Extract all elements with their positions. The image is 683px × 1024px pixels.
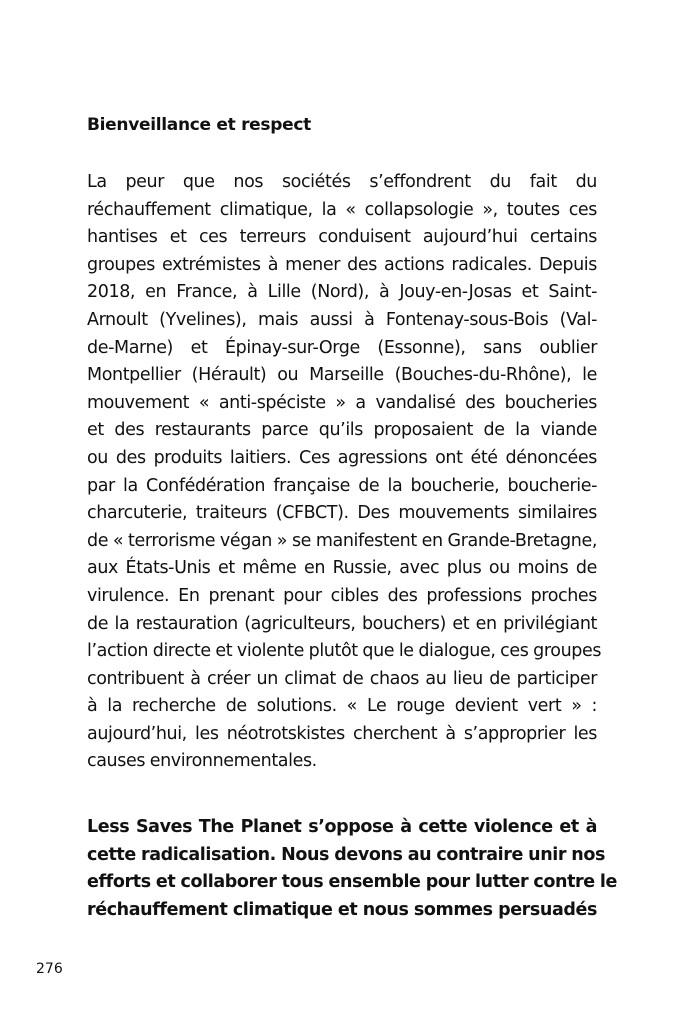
text-line: à la recherche de solutions. « Le rouge devient vert » : xyxy=(87,696,597,717)
body-paragraph xyxy=(87,169,602,776)
text-line: de « terrorisme végan » se manifestent en Grande-Bretagne, xyxy=(87,530,597,551)
text-line: virulence. En prenant pour cibles des professions proches xyxy=(87,585,597,606)
text-line: et des restaurants parce qu’ils proposaient de la viande xyxy=(87,420,597,441)
text-line: par la Confédération française de la boucherie, boucherie- xyxy=(87,475,597,496)
text-line: causes environnementales. xyxy=(87,751,317,772)
page-number: 276 xyxy=(36,961,63,977)
bold-paragraph xyxy=(87,814,618,924)
text-line: cette radicalisation. Nous devons au contraire unir nos xyxy=(87,844,605,865)
text-line: de la restauration (agriculteurs, bouchers) et en privilégiant xyxy=(87,613,597,634)
section-heading: Bienveillance et respect xyxy=(87,115,311,135)
text-line: hantises et ces terreurs conduisent aujourd’hui certains xyxy=(87,227,597,248)
text-line: réchauffement climatique, la « collapsologie », toutes ces xyxy=(87,199,597,220)
text-line: Less Saves The Planet s’oppose à cette violence et à xyxy=(87,817,597,837)
text-line: efforts et collaborer tous ensemble pour lutter contre le xyxy=(87,872,618,893)
text-line: ou des produits laitiers. Ces agressions ont été dénoncées xyxy=(87,447,597,468)
text-line: 2018, en France, à Lille (Nord), à Jouy-en-Josas et Saint- xyxy=(87,282,597,303)
text-line: de-Marne) et Épinay-sur-Orge (Essonne), sans oublier xyxy=(87,337,597,358)
text-line: La peur que nos sociétés s’effondrent du fait du xyxy=(87,172,597,192)
text-line: l’action directe et violente plutôt que le dialogue, ces groupes xyxy=(87,641,602,662)
text-line: groupes extrémistes à mener des actions radicales. Depuis xyxy=(87,254,597,275)
text-line: réchauffement climatique et nous sommes persuadés xyxy=(87,899,597,920)
text-line: contribuent à créer un climat de chaos au lieu de participer xyxy=(87,668,597,689)
text-line: aux États-Unis et même en Russie, avec plus ou moins de xyxy=(87,558,597,579)
text-line: Arnoult (Yvelines), mais aussi à Fontenay-sous-Bois (Val- xyxy=(87,309,597,330)
text-line: mouvement « anti-spéciste » a vandalisé des boucheries xyxy=(87,392,597,413)
text-line: aujourd’hui, les néotrotskistes cherchent à s’approprier les xyxy=(87,723,597,744)
text-line: charcuterie, traiteurs (CFBCT). Des mouvements similaires xyxy=(87,503,597,524)
text-line: Montpellier (Hérault) ou Marseille (Bouches-du-Rhône), le xyxy=(87,365,597,386)
